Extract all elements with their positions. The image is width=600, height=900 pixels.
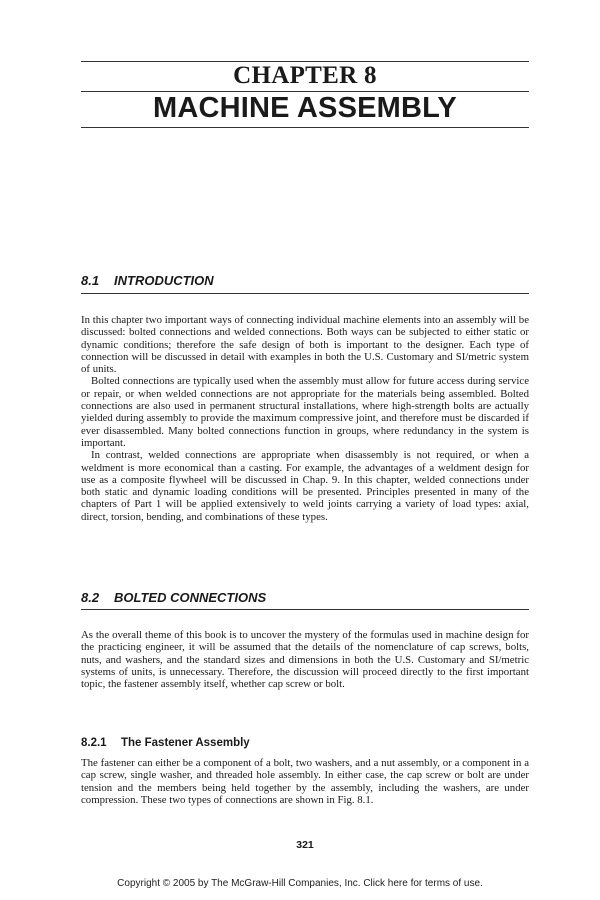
paragraph: Bolted connections are typically used when the assembly must allow for future access during service or repair, or when welded connections are not appropriate for the materials being assembled. Bolted connections are also used in permanent structural installations, where high-strength bolts are actually yielded during assembly to provide the maximum compressive joint, and therefore must be discarded if ever disassembled. Many bolted connections function in groups, where redundancy in the system is important.	[81, 375, 529, 449]
section-title: INTRODUCTION	[114, 273, 214, 288]
paragraph: The fastener can either be a component of a bolt, two washers, and a nut assembly, or a component in a cap screw, single washer, and threaded hole assembly. In either case, the cap screw or bolt are under tension and the members being held together by the assembly, including the washers, are under compression. These two types of connections are shown in Fig. 8.1.	[81, 757, 529, 806]
section-title: BOLTED CONNECTIONS	[114, 590, 267, 605]
subsection-number: 8.2.1	[81, 737, 107, 749]
section-rule	[81, 609, 529, 610]
section-heading-introduction	[81, 273, 529, 289]
section-rule	[81, 293, 529, 294]
paragraph: As the overall theme of this book is to uncover the mystery of the formulas used in machine design for the practicing engineer, it will be assumed that the details of the nomenclature of cap screws, bolts, nuts, and washers, and the standard sizes and dimensions in both the U.S. Customary and SI/metric systems of units, is unnecessary. Therefore, the discussion will proceed directly to the first important topic, the fastener assembly itself, whether cap screw or bolt.	[81, 629, 529, 691]
chapter-bottom-rule	[81, 127, 529, 128]
fastener-assembly-body	[81, 757, 529, 806]
bolted-connections-body	[81, 629, 529, 690]
subsection-heading-fastener-assembly	[81, 736, 529, 750]
paragraph: In this chapter two important ways of connecting individual machine elements into an assembly will be discussed: bolted connections and welded connections. Both ways can be subjected to either static or dynamic conditions; therefore the safe design of both is important to the designer. Each type of connection will be discussed in detail with examples in both the U.S. Customary and SI/metric system of units.	[81, 314, 529, 376]
page-number: 321	[296, 839, 314, 851]
subsection-title: The Fastener Assembly	[121, 737, 250, 749]
section-number: 8.2	[81, 590, 100, 605]
copyright-link[interactable]: Copyright © 2005 by The McGraw-Hill Companies, Inc. Click here for terms of use.	[117, 878, 483, 889]
section-heading-bolted-connections	[81, 590, 529, 606]
chapter-title: MACHINE ASSEMBLY	[153, 92, 457, 124]
paragraph: In contrast, welded connections are appropriate when disassembly is not required, or when a weldment is more economical than a casting. For example, the advantages of a weldment design for use as a composite flywheel will be discussed in Chap. 9. In this chapter, welded connections under both static and dynamic loading conditions will be presented. Principles presented in many of the chapters of Part 1 will be applied extensively to weld joints carrying a variety of load types: axial, direct, torsion, bending, and combinations of these types.	[81, 449, 529, 523]
section-number: 8.1	[81, 273, 100, 288]
introduction-body	[81, 314, 529, 523]
chapter-number: CHAPTER 8	[233, 62, 377, 89]
